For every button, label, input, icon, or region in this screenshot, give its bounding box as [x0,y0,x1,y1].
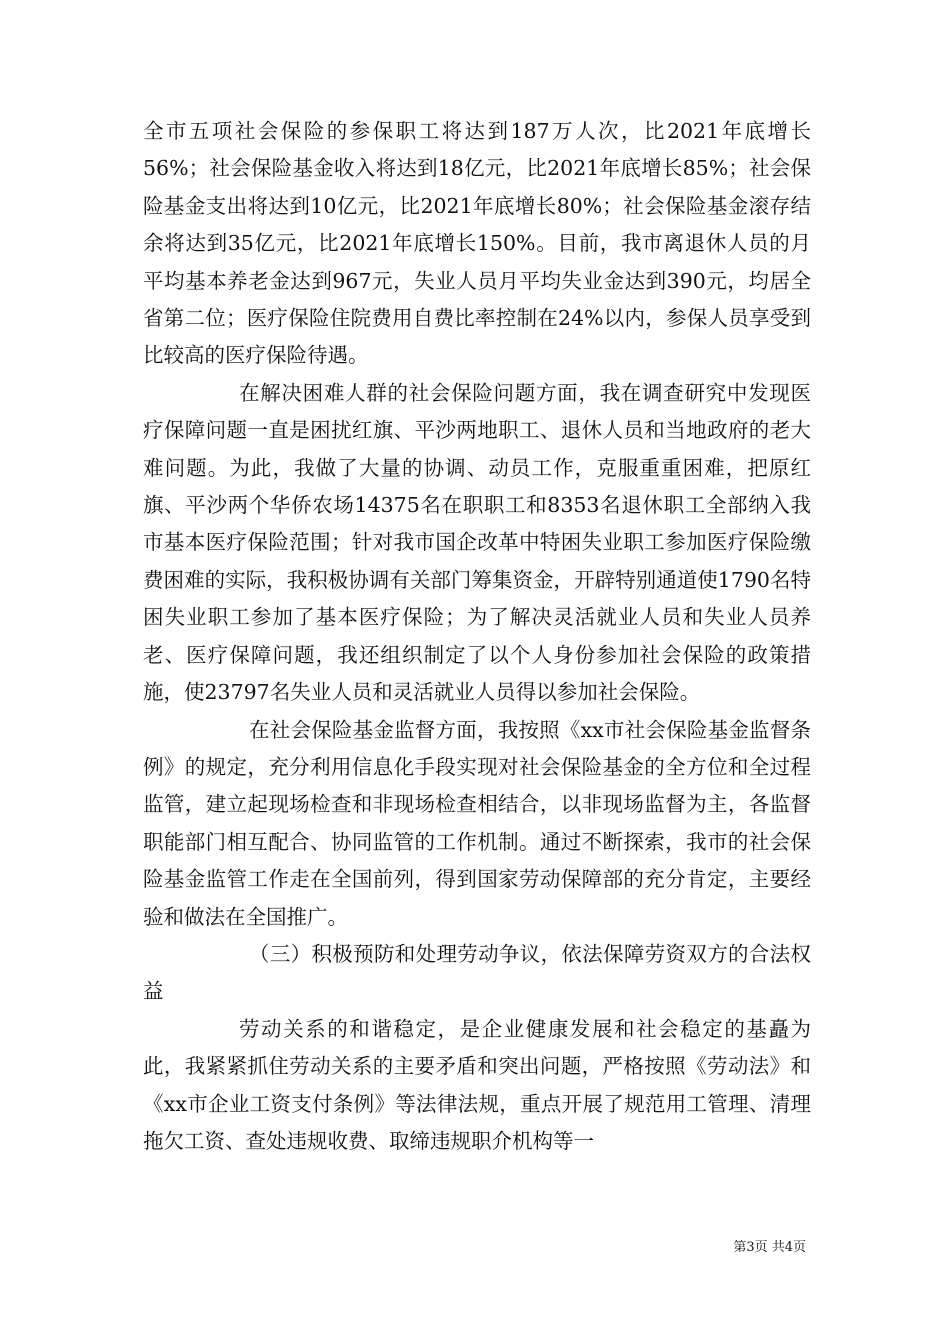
paragraph-difficult-groups: 在解决困难人群的社会保险问题方面，我在调查研究中发现医疗保障问题一直是困扰红旗、平沙两地职工、退休人员和当地政府的老大难问题。为此，我做了大量的协调、动员工作，克服重重困难，把原红旗、平沙两个华侨农场14375名在职职工和8353名退休职工全部纳入我市基本医疗保险范围；针对我市国企改革中特困失业职工参加医疗保险缴费困难的实际，我积极协调有关部门筹集资金，开辟特别通道使1790名特困失业职工参加了基本医疗保险；为了解决灵活就业人员和失业人员养老、医疗保障问题，我还组织制定了以个人身份参加社会保险的政策措施，使23797名失业人员和灵活就业人员得以参加社会保险。 [143,380,811,705]
page-number: 第3页 共4页 [733,1240,806,1255]
document-body [143,113,811,1160]
section-heading-labor-disputes: （三）积极预防和处理劳动争议，依法保障劳资双方的合法权益 [143,941,811,1004]
paragraph-fund-supervision: 在社会保险基金监督方面，我按照《xx市社会保险基金监督条例》的规定，充分利用信息化手段实现对社会保险基金的全方位和全过程监管，建立起现场检查和非现场检查相结合，以非现场监督为主，各监督职能部门相互配合、协同监管的工作机制。通过不断探索，我市的社会保险基金监管工作走在全国前列，得到国家劳动保障部的充分肯定，主要经验和做法在全国推广。 [143,717,811,929]
paragraph-insurance-statistics: 全市五项社会保险的参保职工将达到187万人次，比2021年底增长56%；社会保险基金收入将达到18亿元，比2021年底增长85%；社会保险基金支出将达到10亿元，比2021年底增长80%；社会保险基金滚存结余将达到35亿元，比2021年底增长150%。目前，我市离退休人员的月平均基本养老金达到967元，失业人员月平均失业金达到390元，均居全省第二位；医疗保险住院费用自费比率控制在24%以内，参保人员享受到比较高的医疗保险待遇。 [143,119,811,368]
paragraph-labor-relations: 劳动关系的和谐稳定，是企业健康发展和社会稳定的基矗为此，我紧紧抓住劳动关系的主要矛盾和突出问题，严格按照《劳动法》和《xx市企业工资支付条例》等法律法规，重点开展了规范用工管理、清理拖欠工资、查处违规收费、取缔违规职介机构等一 [143,1016,811,1153]
